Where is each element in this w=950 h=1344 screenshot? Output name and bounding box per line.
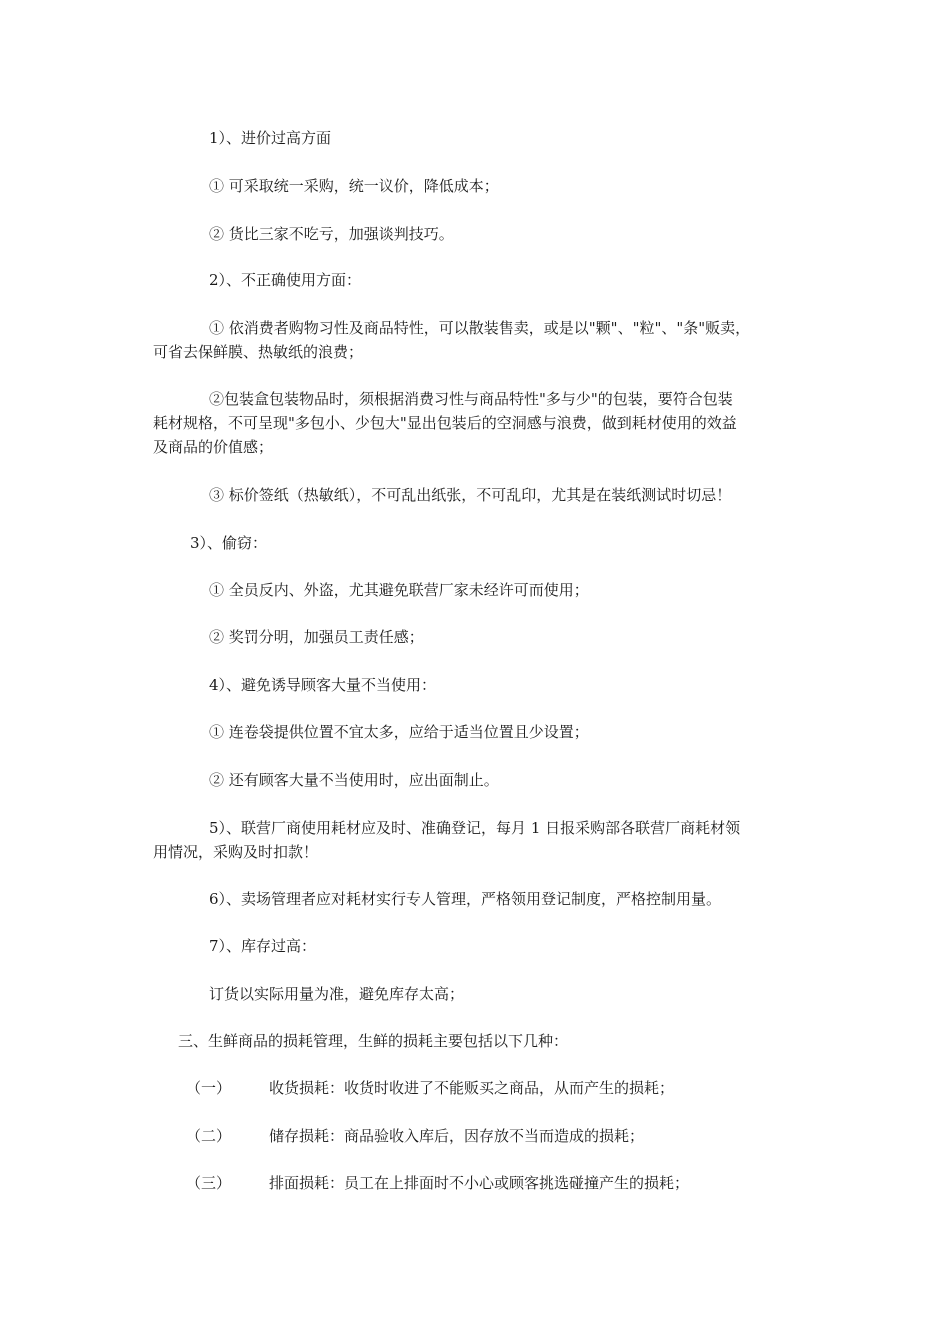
enum-text: 排面损耗：员工在上排面时不小心或顾客挑选碰撞产生的损耗； bbox=[269, 1174, 690, 1192]
heading-1-high-purchase-price: 1）、进价过高方面 bbox=[209, 129, 332, 147]
enum-number: （三） bbox=[186, 1174, 232, 1192]
heading-2-incorrect-use: 2）、不正确使用方面： bbox=[209, 271, 362, 289]
heading-3-theft: 3）、偷窃： bbox=[190, 534, 268, 552]
item-order-by-usage: 订货以实际用量为准，避免库存太高； bbox=[209, 985, 465, 1003]
paragraph-6-store-management: 6）、卖场管理者应对耗材实行专人管理，严格领用登记制度，严格控制用量。 bbox=[209, 890, 722, 908]
paragraph-packaging: ②包装盒包装物品时，须根据消费习性与商品特性"多与少"的包装，要符合包装 bbox=[209, 390, 733, 408]
enum-number: （一） bbox=[186, 1079, 232, 1097]
enum-text: 储存损耗：商品验收入库后，因存放不当而造成的损耗； bbox=[269, 1127, 645, 1145]
item-compare-suppliers: ② 货比三家不吃亏，加强谈判技巧。 bbox=[209, 225, 454, 243]
section-3-fresh-loss: 三、生鲜商品的损耗管理，生鲜的损耗主要包括以下几种： bbox=[178, 1032, 569, 1050]
enum-number: （二） bbox=[186, 1127, 232, 1145]
heading-4-customer-misuse: 4）、避免诱导顾客大量不当使用： bbox=[209, 676, 437, 694]
item-reward-punish: ② 奖罚分明，加强员工责任感； bbox=[209, 628, 424, 646]
item-roll-bags: ① 连卷袋提供位置不宜太多，应给于适当位置且少设置； bbox=[209, 723, 589, 741]
paragraph-packaging-cont-1: 耗材规格，不可呈现"多包小、少包大"显出包装后的空洞感与浪费，做到耗材使用的效益 bbox=[153, 414, 737, 432]
paragraph-5-joint-vendors: 5）、联营厂商使用耗材应及时、准确登记，每月 1 日报采购部各联营厂商耗材领 bbox=[209, 819, 741, 837]
enum-text: 收货损耗：收货时收进了不能贩买之商品，从而产生的损耗； bbox=[269, 1079, 675, 1097]
heading-7-high-inventory: 7）、库存过高： bbox=[209, 937, 317, 955]
item-unified-purchasing: ① 可采取统一采购，统一议价，降低成本； bbox=[209, 177, 499, 195]
paragraph-bulk-selling-cont: 可省去保鲜膜、热敏纸的浪费； bbox=[153, 343, 364, 361]
item-label-paper: ③ 标价签纸（热敏纸），不可乱出纸张，不可乱印，尤其是在装纸测试时切忌！ bbox=[209, 486, 732, 504]
paragraph-5-joint-vendors-cont: 用情况，采购及时扣款！ bbox=[153, 843, 319, 861]
item-anti-theft: ① 全员反内、外盗，尤其避免联营厂家未经许可而使用； bbox=[209, 581, 589, 599]
paragraph-bulk-selling: ① 依消费者购物习性及商品特性，可以散装售卖，或是以"颗"、"粒"、"条"贩卖， bbox=[209, 319, 751, 337]
item-stop-misuse: ② 还有顾客大量不当使用时，应出面制止。 bbox=[209, 771, 499, 789]
paragraph-packaging-cont-2: 及商品的价值感； bbox=[153, 438, 274, 456]
